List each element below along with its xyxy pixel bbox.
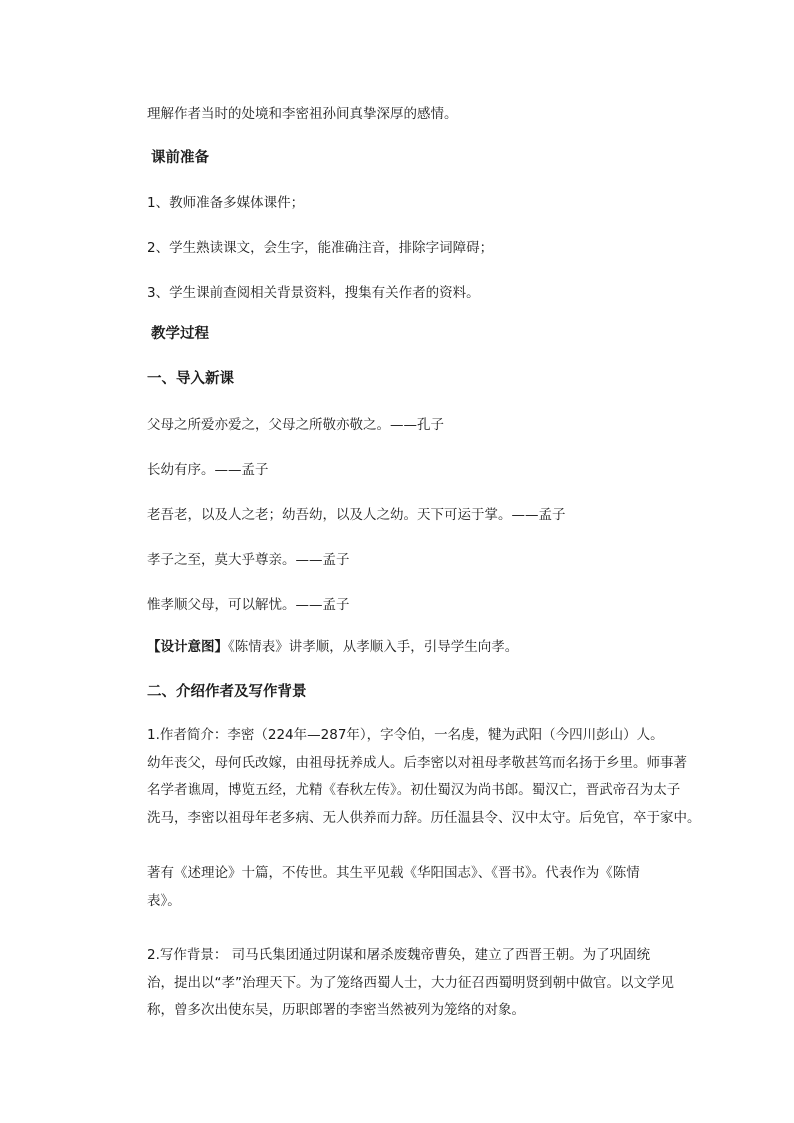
writing-background-paragraph (147, 942, 695, 1025)
heading-preparation: 课前准备 (151, 150, 209, 166)
background-line-3: 称，曾多次出使东吴，历职郎署的李密当然被列为笼络的对象。 (147, 1002, 525, 1018)
author-works-paragraph (147, 860, 695, 915)
quote-1: 父母之所爱亦爱之，父母之所敬亦敬之。——孔子 (147, 417, 444, 433)
design-intent (147, 639, 754, 655)
background-line-2: 治，提出以“孝”治理天下。为了笼络西蜀人士，大力征召西蜀明贤到朝中做官。以文学见 (147, 974, 674, 991)
author-works-line-2: 表》。 (147, 892, 181, 909)
author-intro-paragraph (147, 722, 701, 832)
design-intent-label: 【设计意图】 (147, 639, 228, 655)
quote-2: 长幼有序。——孟子 (147, 462, 269, 478)
heading-introduction: 一、导入新课 (147, 371, 234, 387)
author-intro-line-4: 洗马，李密以祖母年老多病、无人供养而力辞。历任温县令、汉中太守。后免官，卒于家中。 (147, 809, 701, 826)
author-works-line-1: 著有《述理论》十篇，不传世。其生平见载《华阳国志》、《晋书》。代表作为《陈情 (147, 865, 640, 881)
author-intro-line-1: 1.作者简介：李密（224年—287年），字令伯，一名虔，犍为武阳（今四川彭山）人。 (147, 727, 664, 743)
prep-item-3: 3、学生课前查阅相关背景资料，搜集有关作者的资料。 (147, 285, 480, 301)
prep-item-2: 2、学生熟读课文，会生字，能准确注音，排除字词障碍； (147, 240, 494, 256)
author-intro-line-3: 名学者谯周，博览五经，尤精《春秋左传》。初仕蜀汉为尚书郎。蜀汉亡，晋武帝召为太子 (147, 782, 681, 798)
author-intro-line-2: 幼年丧父，母何氏改嫁，由祖母抚养成人。后李密以对祖母孝敬甚笃而名扬于乡里。师事著 (147, 754, 687, 771)
design-intent-text: 《陈情表》讲孝顺，从孝顺入手，引导学生向孝。 (228, 639, 519, 655)
quote-5: 惟孝顺父母，可以解忧。——孟子 (147, 597, 350, 613)
prep-item-1: 1、教师准备多媒体课件； (147, 195, 305, 211)
quote-3: 老吾老，以及人之老；幼吾幼，以及人之幼。天下可运于掌。——孟子 (147, 507, 566, 523)
objective-line: 理解作者当时的处境和李密祖孙间真挚深厚的感情。 (147, 106, 458, 122)
heading-teaching-process: 教学过程 (151, 326, 209, 342)
background-line-1: 2.写作背景： 司马氏集团通过阴谋和屠杀废魏帝曹奂，建立了西晋王朝。为了巩固统 (147, 947, 651, 963)
quote-4: 孝子之至，莫大乎尊亲。——孟子 (147, 552, 350, 568)
heading-author-background: 二、介绍作者及写作背景 (147, 684, 307, 700)
